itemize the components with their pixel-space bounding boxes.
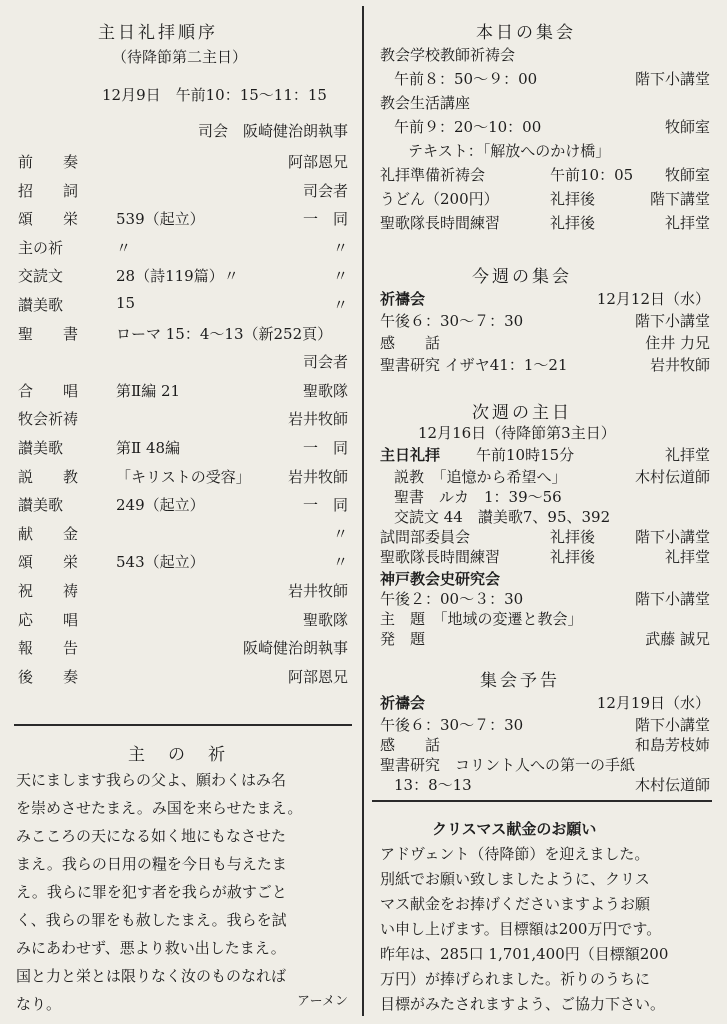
- order-item-person: 聖歌隊: [302, 381, 348, 400]
- row-text: テキスト：「解放へのかけ橋」: [408, 142, 611, 160]
- order-item-name: 聖 書: [18, 324, 79, 343]
- order-item-person: 岩井牧師: [287, 467, 348, 486]
- row-text: 感 話: [380, 334, 441, 352]
- row-time: 礼拝後: [550, 528, 596, 546]
- order-item-detail: 第Ⅱ編 21: [116, 381, 181, 400]
- lords-prayer: [16, 766, 352, 1018]
- order-item-name: 頌 栄: [18, 210, 79, 229]
- order-item-name: 報 告: [18, 639, 79, 658]
- row-place: 和島芳枝姉: [634, 736, 710, 754]
- row-place: 岩井牧師: [649, 356, 710, 374]
- prayer-title: 主 の 祈: [128, 745, 228, 765]
- row-place: 階下小講堂: [634, 528, 710, 546]
- order-item-name: 説 教: [18, 467, 79, 486]
- prayer-line: 国と力と栄とは限りなく汝のものなれば: [16, 967, 287, 985]
- order-item-person: 一 同: [302, 210, 348, 229]
- service-datetime: 12月9日 午前10：15〜11：15: [102, 86, 327, 104]
- row-time: 礼拝後: [550, 190, 596, 208]
- row-text: 午前８：50〜９：00: [394, 70, 538, 88]
- order-item-name: 招 詞: [18, 181, 79, 200]
- row-text: 午後２：00〜３：30: [380, 590, 524, 608]
- order-item-detail: 539（起立）: [116, 210, 205, 229]
- prayer-line: まえ。我らの日用の糧を今日も与えたま: [16, 855, 287, 873]
- order-item-name: 讃美歌: [18, 496, 64, 515]
- presider: 司会 阪崎健治朗執事: [197, 122, 348, 140]
- order-item-detail: 28（詩119篇）〃: [116, 267, 239, 286]
- next-head-place: 礼拝堂: [664, 446, 710, 464]
- row-place: 階下小講堂: [634, 312, 710, 330]
- preview-title: 集会予告: [480, 671, 560, 691]
- christmas-line: マス献金をお捧げくださいますようお願: [380, 895, 651, 913]
- row-text: 13：8〜13: [394, 776, 472, 794]
- row-text: 聖書 ルカ 1：39〜56: [394, 488, 562, 506]
- christmas-separator: [372, 800, 712, 802]
- order-item-name: 主の祈: [18, 238, 64, 257]
- order-item-person: 司会者: [302, 353, 348, 372]
- next-title: 次週の主日: [472, 403, 572, 423]
- prayer-line: みにあわせず、悪より救い出したまえ。: [16, 939, 286, 957]
- week-head-date: 12月12日（水）: [596, 290, 710, 308]
- prayer-line: 天にまします我らの父よ、願わくはみ名: [16, 771, 287, 789]
- prayer-separator: [14, 724, 352, 726]
- column-divider: [362, 6, 364, 1016]
- order-item-person: 岩井牧師: [287, 582, 348, 600]
- row-place: 礼拝堂: [664, 214, 710, 232]
- christmas-line: 昨年は、285口 1,701,400円（目標額200: [380, 945, 669, 963]
- row-text: うどん（200円）: [380, 190, 499, 208]
- prayer-line: え。我らに罪を犯す者を我らが赦すごと: [16, 883, 287, 901]
- order-item-name: 牧会祈祷: [18, 410, 79, 429]
- christmas-line: 万円）が捧げられました。祈りのうちに: [380, 970, 651, 988]
- order-item-detail: 「キリストの受容」: [116, 467, 251, 486]
- next-date: 12月16日（待降節第3主日）: [418, 424, 616, 442]
- prayer-line: を崇めさせたまえ。み国を来らせたまえ。: [16, 799, 303, 817]
- order-item-name: 献 金: [18, 524, 79, 543]
- row-text: 聖書研究 イザヤ41：1〜21: [380, 356, 568, 374]
- row-text: 午後６：30〜７：30: [380, 716, 524, 734]
- order-item-person: 阪崎健治朗執事: [242, 639, 348, 658]
- order-item-name: 応 唱: [18, 610, 79, 629]
- row-text: 聖歌隊長時間練習: [380, 548, 501, 566]
- order-item-person: 〃: [332, 238, 348, 257]
- row-place: 木村伝道師: [634, 468, 710, 486]
- order-item-person: 〃: [332, 553, 348, 572]
- order-item-detail: 249（起立）: [116, 496, 205, 515]
- row-text: 教会学校教師祈祷会: [380, 46, 516, 64]
- order-item-person: 一 同: [302, 496, 348, 515]
- today-title: 本日の集会: [476, 23, 576, 43]
- row-text: 聖歌隊長時間練習: [380, 214, 501, 232]
- next-head-name: 主日礼拝: [380, 446, 441, 464]
- row-time: 午前10：05: [550, 166, 634, 184]
- row-place: 階下小講堂: [634, 590, 710, 608]
- prayer-line: なり。: [16, 995, 62, 1013]
- order-item-person: 聖歌隊: [302, 610, 348, 629]
- order-item-person: 司会者: [302, 181, 348, 200]
- preview-head-date: 12月19日（水）: [596, 694, 710, 712]
- order-item-person: 〃: [332, 267, 348, 286]
- row-text: 教会生活講座: [380, 94, 471, 112]
- order-title: 主日礼拝順序: [98, 23, 218, 43]
- row-place: 住井 力兄: [645, 334, 710, 352]
- row-place: 木村伝道師: [634, 776, 710, 794]
- row-place: 階下講堂: [649, 190, 710, 208]
- order-item-person: 阿部恩兄: [287, 667, 348, 686]
- christmas-appeal: [380, 842, 716, 1017]
- order-item-name: 後 奏: [18, 667, 79, 686]
- order-subtitle: （待降節第二主日）: [112, 48, 248, 66]
- row-text: 試問部委員会: [380, 528, 471, 546]
- row-text: 午前９：20〜10：00: [394, 118, 542, 136]
- row-text: 主 題 「地域の変遷と教会」: [380, 610, 583, 628]
- order-item-detail: 第Ⅱ 48編: [116, 439, 181, 457]
- row-place: 階下小講堂: [634, 70, 710, 88]
- order-item-person: 〃: [332, 524, 348, 543]
- week-title: 今週の集会: [472, 267, 572, 287]
- order-item-detail: 543（起立）: [116, 553, 205, 572]
- order-item-detail: 15: [116, 294, 136, 312]
- row-text: 交読文 44 讃美歌7、95、392: [394, 508, 611, 526]
- order-item-person: 岩井牧師: [287, 410, 348, 429]
- row-place: 牧師室: [664, 166, 710, 184]
- christmas-title: クリスマス献金のお願い: [432, 820, 597, 838]
- row-place: 階下小講堂: [634, 716, 710, 734]
- christmas-line: 目標がみたされますよう、ご協力下さい。: [380, 995, 666, 1013]
- christmas-line: い申し上げます。目標額は200万円です。: [380, 920, 662, 938]
- order-item-detail: ローマ 15：4〜13（新252頁）: [116, 324, 333, 343]
- christmas-line: アドヴェント（待降節）を迎えました。: [380, 845, 650, 863]
- preview-head-name: 祈禱会: [380, 694, 426, 712]
- order-item-name: 前 奏: [18, 153, 79, 171]
- row-place: 武藤 誠兄: [645, 630, 710, 648]
- row-text: 聖書研究 コリント人への第一の手紙: [380, 756, 636, 774]
- order-item-name: 祝 祷: [18, 582, 79, 600]
- row-text: 礼拝準備祈祷会: [380, 166, 486, 184]
- order-item-name: 頌 栄: [18, 553, 79, 572]
- order-item-name: 交読文: [18, 267, 64, 286]
- order-item-name: 讃美歌: [18, 439, 64, 457]
- row-place: 礼拝堂: [664, 548, 710, 566]
- row-text: 発 題: [380, 630, 426, 648]
- order-item-name: 讃美歌: [18, 296, 64, 314]
- row-text: 説教 「追憶から希望へ」: [394, 468, 567, 486]
- order-item-person: 一 同: [302, 439, 348, 457]
- row-time: 礼拝後: [550, 548, 596, 566]
- prayer-line: く、我らの罪をも赦したまえ。我らを試: [16, 911, 287, 929]
- order-item-name: 合 唱: [18, 381, 79, 400]
- week-head-name: 祈禱会: [380, 290, 426, 308]
- order-item-detail: 〃: [116, 238, 132, 257]
- order-item-person: 阿部恩兄: [287, 153, 348, 171]
- row-place: 牧師室: [664, 118, 710, 136]
- row-text: 感 話: [380, 736, 441, 754]
- christmas-line: 別紙でお願い致しましたように、クリス: [380, 870, 650, 888]
- row-text: 午後６：30〜７：30: [380, 312, 524, 330]
- row-time: 礼拝後: [550, 214, 596, 232]
- order-item-person: 〃: [332, 296, 348, 314]
- history-head: 神戸教会史研究会: [380, 570, 501, 588]
- next-head-time: 午前10時15分: [476, 446, 575, 464]
- prayer-line: みこころの天になる如く地にもなさせた: [16, 827, 287, 845]
- amen: アーメン: [297, 994, 348, 1009]
